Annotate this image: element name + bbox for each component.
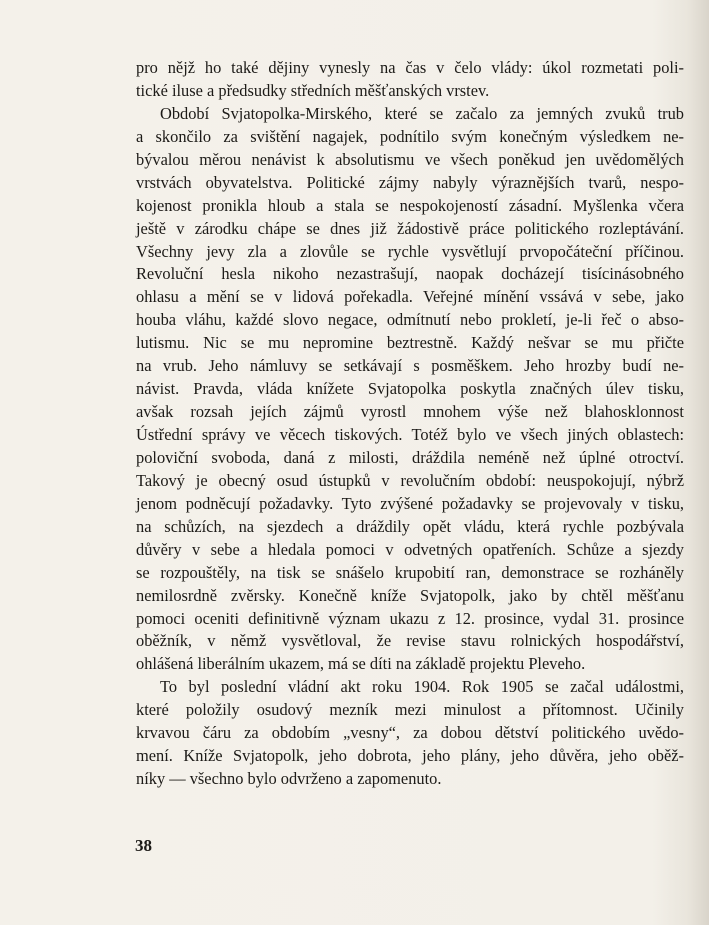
text-line: ještě v zárodku chápe se dnes již žádostivě práce politického rozleptávání.	[136, 218, 684, 238]
text-line: krvavou čáru za obdobím „vesny“, za dobou dětství politického uvědo-	[136, 723, 684, 743]
text-line: ohlasu a mění se v lidová pořekadla. Veřejné mínění vssává v sebe, jako	[136, 287, 684, 307]
text-line: Ústřední správy ve věcech tiskových. Totéž bylo ve všech jiných oblastech:	[136, 425, 684, 444]
text-line: vrstvách obyvatelstva. Politické zájmy nabyly výraznějších tvarů, nespo-	[136, 172, 684, 192]
text-line: houba vláhu, každé slovo negace, odmítnutí nebo prokletí, je-li řeč o abso-	[136, 310, 684, 330]
text-line: se rozpouštěly, na tisk se snášelo krupobití ran, demonstrace se rozháněly	[136, 562, 684, 582]
text-line: Období Svjatopolka-Mirského, které se začalo za jemných zvuků trub	[160, 103, 684, 123]
text-line: oběžník, v němž vysvětloval, že revise stavu rolnických hospodářství,	[136, 631, 684, 651]
text-line: Takový je obecný osud ústupků v revolučním období: neuspokojují, nýbrž	[136, 470, 684, 490]
text-line: Revoluční hesla nikoho nezastrašují, naopak docházejí tisícinásobného	[136, 264, 684, 284]
text-line: avšak rozsah jejích zájmů vyrostl mnohem výše než blahosklonnost	[136, 402, 684, 422]
text-line: na schůzích, na sjezdech a dráždily opět vládu, která rychle pozbývala	[136, 516, 684, 536]
text-line: návist. Pravda, vláda knížete Svjatopolka poskytla značných úlev tisku,	[136, 379, 684, 399]
text-line: a skončilo za svištění nagajek, podnítilo svým konečným výsledkem ne-	[136, 126, 684, 146]
text-line: na vrub. Jeho námluvy se setkávají s posměškem. Jeho hrozby budí ne-	[136, 356, 684, 376]
text-line: nemilosrdně zvěrsky. Konečně kníže Svjatopolk, jako by chtěl měšťanu	[136, 585, 684, 605]
text-line: ohlášená liberálním ukazem, má se díti na základě projektu Pleveho.	[136, 654, 586, 674]
text-line: jenom podněcují požadavky. Tyto zvýšené požadavky se projevovaly v tisku,	[136, 493, 684, 513]
text-line: lutismu. Nic se mu nepromine beztrestně. Každý nešvar se mu přičte	[136, 333, 684, 353]
text-line: pro nějž ho také dějiny vynesly na čas v čelo vlády: úkol rozmetati poli-	[136, 58, 684, 77]
text-line: mení. Kníže Svjatopolk, jeho dobrota, jeho plány, jeho důvěra, jeho oběž-	[136, 746, 684, 766]
text-line: důvěry v sebe a hledala pomoci v odvetných opatřeních. Schůze a sjezdy	[136, 539, 684, 559]
text-line: poloviční svoboda, daná z milosti, dráždila neméně než úplné otroctví.	[136, 447, 684, 467]
text-line: pomoci oceniti definitivně význam ukazu z 12. prosince, vydal 31. prosince	[136, 608, 684, 628]
text-line: bývalou měrou nenávist k absolutismu ve všech poněkud jen uvědomělých	[136, 149, 684, 169]
text-line: kojenost pronikla hloub a stala se nespokojeností zásadní. Myšlenka včera	[136, 195, 684, 215]
text-line: tické iluse a předsudky středních měšťanských vrstev.	[136, 80, 490, 100]
text-line: níky — všechno bylo odvrženo a zapomenuto.	[136, 769, 442, 789]
text-line: Všechny jevy zla a zlovůle se rychle vysvětlují prvopočáteční příčinou.	[136, 241, 684, 261]
body-text	[136, 57, 684, 791]
text-line: které položily osudový mezník mezi minulost a přítomnost. Učinily	[136, 700, 684, 720]
text-line: To byl poslední vládní akt roku 1904. Rok 1905 se začal událostmi,	[160, 677, 684, 697]
page-number: 38	[135, 836, 152, 855]
